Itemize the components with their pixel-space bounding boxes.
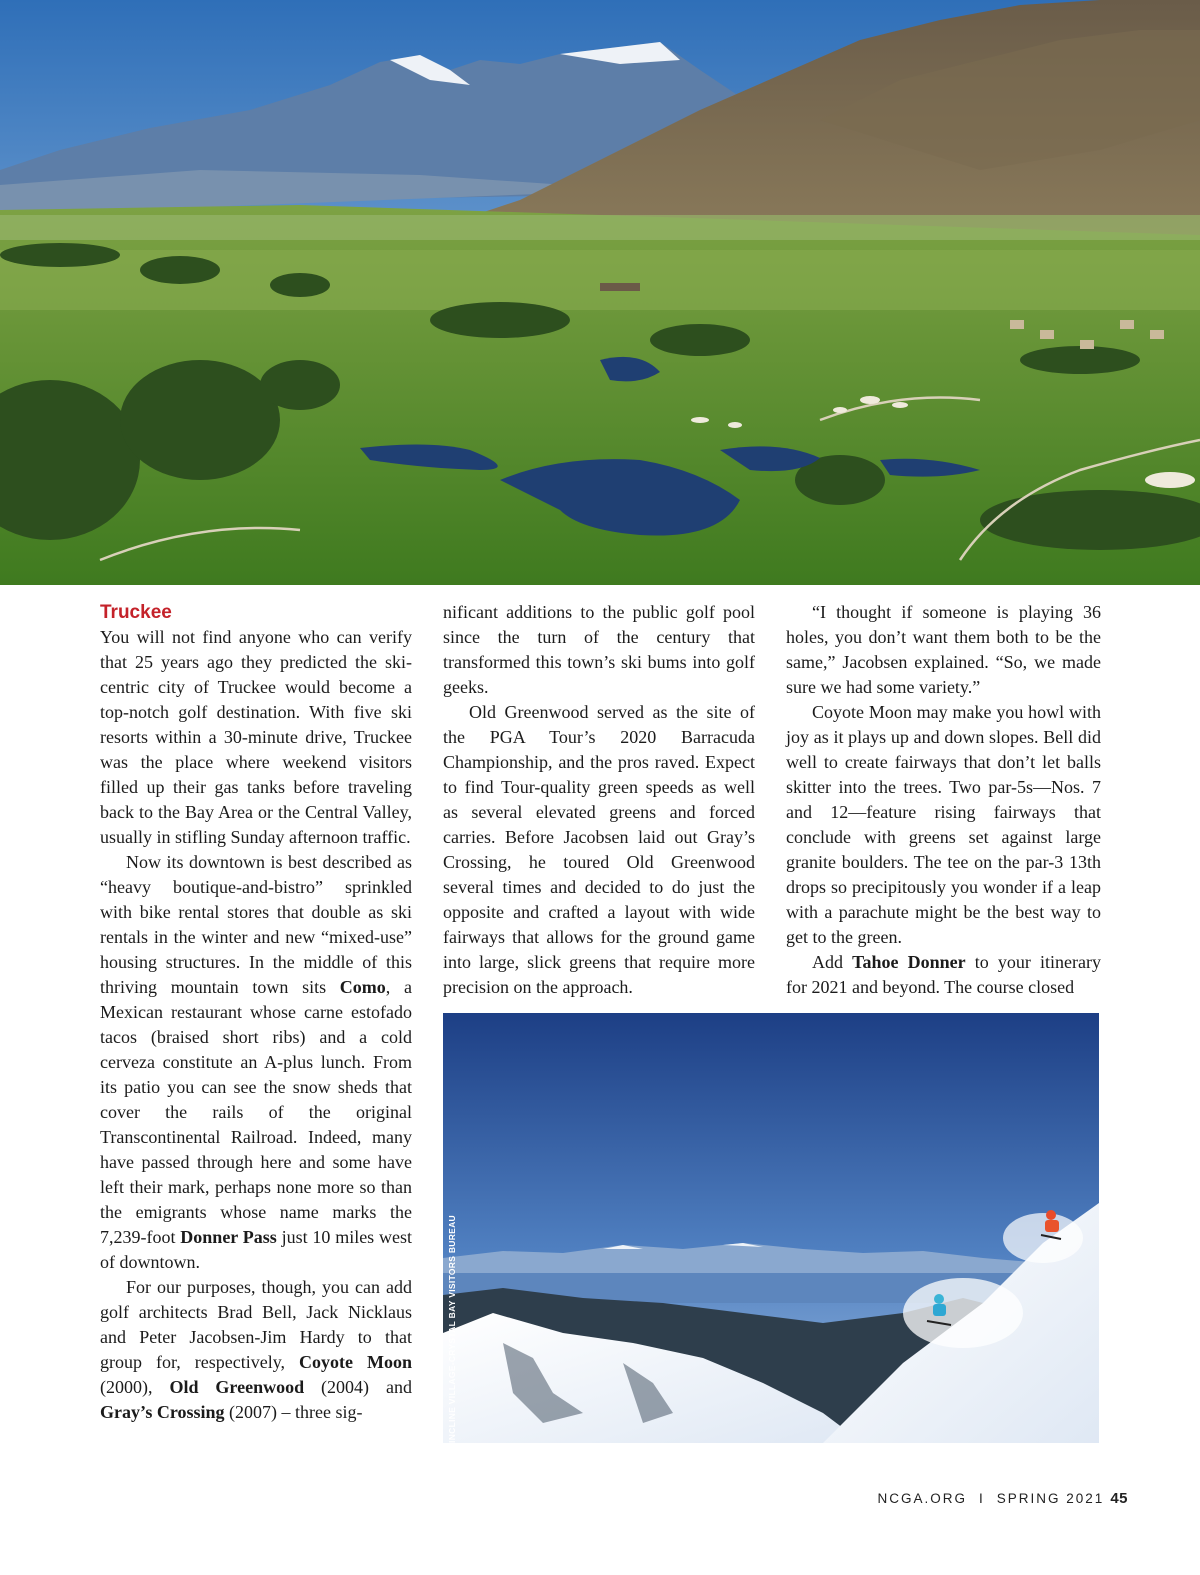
- col1-paragraph-1: You will not find anyone who can verify that 25 years ago they predicted the ski-centric city of Truckee would become a top-notch golf destination. With five ski resorts within a 30-minute drive, Truckee was the place where weekend visitors filled up their gas tanks before traveling back to the Bay Area or the Central Valley, usually in stifling Sunday afternoon traffic.: [100, 627, 412, 847]
- article-column-1: [100, 600, 412, 1425]
- hero-photo-golf-valley: [0, 0, 1200, 585]
- course-name: Old Greenwood: [169, 1377, 305, 1397]
- course-name: Coyote Moon: [299, 1352, 413, 1372]
- col2-paragraph-2: Old Greenwood served as the site of the PGA Tour’s 2020 Barracuda Championship, and the pros raved. Expect to find Tour-quality green speeds as well as several elevated greens and forced carries. Before Jacobsen laid out Gray’s Crossing, he toured Old Greenwood several times and decided to do just the opposite and crafted a layout with wide fairways that allows for the ground game into large, slick greens that require more precision on the approach.: [443, 702, 755, 997]
- course-name: Tahoe Donner: [852, 952, 966, 972]
- col1-paragraph-2: Now its downtown is best described as “heavy boutique-and-bistro” sprinkled with bike rental stores that double as ski rentals in the winter and new “mixed-use” housing structures. In the middle of this thriving mountain town sits Como, a Mexican restaurant whose carne estofado tacos (braised short ribs) and a cold cerveza constitute an A-plus lunch. From its patio you can see the snow sheds that cover the rails of the original Transcontinental Railroad. Indeed, many have passed through here and some have left their mark, perhaps none more so than the emigrants whose name marks the 7,239-foot Donner Pass just 10 miles west of downtown.: [100, 852, 412, 1272]
- hero-photo-illustration: [0, 0, 1200, 585]
- photo-credit: INCLINE VILLAGE-CRYSTAL BAY VISITORS BUREAU: [447, 1215, 457, 1443]
- col3-paragraph-3: Add Tahoe Donner to your itinerary for 2021 and beyond. The course closed: [786, 952, 1102, 997]
- course-name: Gray’s Crossing: [100, 1402, 225, 1422]
- page-footer: [877, 1490, 1128, 1507]
- footer-site: NCGA.ORG: [877, 1491, 967, 1506]
- article-column-3: [786, 600, 1101, 1000]
- footer-separator: I: [979, 1491, 985, 1506]
- section-heading: Truckee: [100, 602, 172, 623]
- page-number: 45: [1110, 1490, 1128, 1507]
- footer-issue: SPRING 2021: [996, 1491, 1105, 1506]
- col3-paragraph-1: “I thought if someone is playing 36 holes, you don’t want them both to be the same,” Jacobsen explained. “So, we made sure we had some variety.”: [786, 602, 1101, 697]
- col3-paragraph-2: Coyote Moon may make you howl with joy as it plays up and down slopes. Bell did well to create fairways that don’t let balls skitter into the trees. Two par-5s—Nos. 7 and 12—feature rising fairways that conclude with greens set against large granite boulders. The tee on the par-3 13th drops so precipitously you wonder if a leap with a parachute might be the best way to get to the green.: [786, 702, 1101, 947]
- article-column-2: [443, 600, 755, 1000]
- col1-paragraph-3: For our purposes, though, you can add golf architects Brad Bell, Jack Nicklaus and Peter Jacobsen-Jim Hardy to that group for, respectively, Coyote Moon (2000), Old Greenwood (2004) and Gray’s Crossing (2007) – three sig-: [100, 1277, 413, 1422]
- col2-paragraph-1: nificant additions to the public golf pool since the turn of the century that transformed this town’s ski bums into golf geeks.: [443, 602, 755, 697]
- ski-photo: [443, 1013, 1099, 1443]
- ski-photo-illustration: [443, 1013, 1099, 1443]
- landmark-name: Donner Pass: [180, 1227, 277, 1247]
- restaurant-name: Como: [339, 977, 386, 997]
